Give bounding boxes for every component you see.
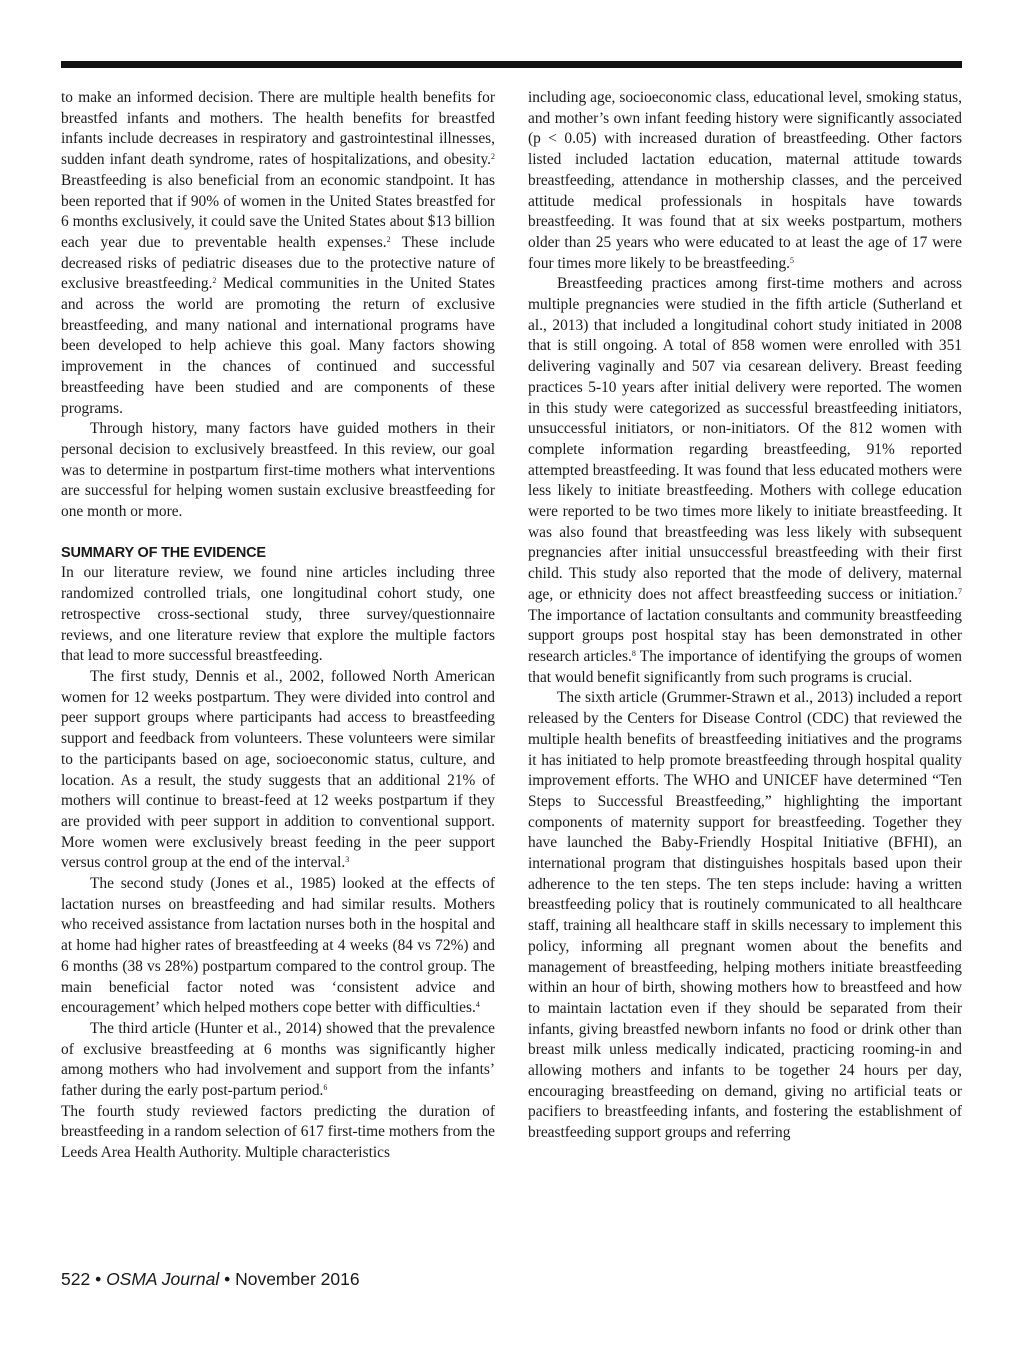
heading-text: SUMMARY OF THE EVIDENCE: [61, 544, 266, 561]
page-footer: [61, 1269, 360, 1290]
paragraph-fifth-article: [528, 274, 962, 688]
reference-2: 2: [491, 152, 495, 162]
right-column: [528, 88, 962, 1144]
top-rule: [61, 61, 962, 68]
text: Breastfeeding practices among first-time mothers and across multiple pregnancies were studied in the fifth article (Sutherland et al., 2013) that included a longitudinal cohort study initiated in 2008 that is still ongoing. A total of 858 women were enrolled with 351 delivering vaginally and 507 via cesarean delivery. Breast feeding practices 5-10 years after initial delivery were reported. The women in this study were categorized as successful breastfeeding initiators, unsuccessful initiators, or non-initiators. Of the 812 women with complete information regarding breastfeeding, 91% reported attempted breastfeeding. It was found that less educated mothers were less likely to initiate breastfeeding. Mothers with college education were reported to be two times more likely to initiate breastfeeding. It was also found that breastfeeding was less likely with subsequent pregnancies after initial unsuccessful breastfeeding with their first child. This study also reported that the mode of delivery, maternal age, or ethnicity does not affect breastfeeding success or initiation.: [528, 275, 962, 603]
reference-8: 8: [631, 648, 636, 658]
text: The second study (Jones et al., 1985) looked at the effects of lactation nurses on breastfeeding and had similar results. Mothers who received assistance from lactation nurses both in the hospital and at home had higher rates of breastfeeding at 4 weeks (84 vs 72%) and 6 months (38 vs 28%) postpartum compared to the control group. The main beneficial factor noted was ‘consistent advice and encouragement’ which helped mothers cope better with difficulties.: [61, 875, 495, 1017]
text: to make an informed decision. There are multiple health benefits for breastfed infants and mothers. The health benefits for breastfed infants include decreases in respiratory and gastrointestinal illnesses, sudden infant death syndrome, rates of hospitalizations, and obesity.: [61, 89, 495, 169]
paragraph-fourth-study: The fourth study reviewed factors predicting the duration of breastfeeding in a random selection of 617 first-time mothers from the Leeds Area Health Authority. Multiple characteristics: [61, 1102, 495, 1162]
text: The first study, Dennis et al., 2002, followed North American women for 12 weeks postpartum. They were divided into control and peer support groups where participants had access to breastfeeding support and feedback from volunteers. These volunteers were similar to the participants based on age, socioeconomic status, culture, and location. As a result, the study suggests that an additional 21% of mothers will continue to breast-feed at 12 weeks postpartum if they are provided with peer support in addition to conventional support. More women were exclusively breast feeding in the peer support versus control group at the end of the interval.: [61, 667, 495, 872]
text: The third article (Hunter et al., 2014) showed that the prevalence of exclusive breastfeeding at 6 months was significantly higher among mothers who had involvement and support from the infants’ father during the early post-partum period.: [61, 1019, 495, 1100]
footer-separator: •: [219, 1269, 236, 1289]
text: These include decreased risks of pediatric diseases due to the protective nature of exclusive breastfeeding.: [61, 233, 496, 293]
paragraph-sixth-article: The sixth article (Grummer-Strawn et al., 2013) included a report released by the Centers for Disease Control (CDC) that reviewed the multiple health benefits of breastfeeding initiatives and the programs it has initiated to help promote breastfeeding through hospital quality improvement efforts. The WHO and UNICEF have determined “Ten Steps to Successful Breastfeeding,” highlighting the important components of maternity support for breastfeeding. Together they have launched the Baby-Friendly Hospital Initiative (BFHI), an international program that distinguishes hospitals based upon their adherence to the ten steps. The ten steps include: having a written breastfeeding policy that is routinely communicated to all healthcare staff, training all healthcare staff in skills necessary to implement this policy, informing all pregnant women about the benefits and management of breastfeeding, helping mothers initiate breastfeeding within an hour of birth, showing mothers how to breastfeed and how to maintain lactation even if they should be separated from their infants, giving breastfed newborn infants no food or drink other than breast milk unless medically indicated, practicing rooming-in and allowing mothers and infants to be together 24 hours per day, encouraging breastfeeding on demand, giving no artificial teats or pacifiers to breastfeeding infants, and fostering the establishment of breastfeeding support groups and referring: [528, 689, 962, 1142]
text: The importance of identifying the groups of women that would benefit significantly from such programs is crucial.: [528, 647, 962, 686]
paragraph-second-study: [61, 874, 495, 1019]
page-number: 522: [61, 1269, 91, 1289]
journal-name: OSMA Journal: [106, 1269, 220, 1289]
text: The importance of lactation consultants and community breastfeeding support groups post hospital stay has been demonstrated in other research articles.: [528, 606, 962, 665]
text: including age, socioeconomic class, educational level, smoking status, and mother’s own infant feeding history were significantly associated (p < 0.05) with increased duration of breastfeeding. Other factors listed included lactation education, maternal attitude towards breastfeeding, attendance in mothership classes, and the perceived attitude medical professionals in hospitals have towards breastfeeding. It was found that at six weeks postpartum, mothers older than 25 years who were educated to at least the age of 17 were four times more likely to be breastfeeding.: [528, 89, 962, 272]
paragraph-fourth-study-continued: [528, 88, 962, 274]
paragraph-third-article: [61, 1019, 495, 1102]
reference-2: 2: [386, 234, 391, 244]
text: Medical communities in the United States and across the world are promoting the return of exclusive breastfeeding, and many national and international programs have been developed to help achieve this goal. Many factors showing improvement in the chances of continued and successful breastfeeding have been studied and are components of these programs.: [61, 275, 495, 417]
paragraph-intro-continued: [61, 88, 495, 419]
reference-4: 4: [475, 1000, 480, 1010]
left-column: [61, 88, 495, 1164]
reference-3: 3: [345, 855, 350, 865]
paragraph-review-goal: Through history, many factors have guided mothers in their personal decision to exclusively breastfeed. In this review, our goal was to determine in postpartum first-time mothers what interventions are successful for helping women sustain exclusive breastfeeding for one month or more.: [61, 420, 495, 521]
reference-7: 7: [958, 586, 962, 596]
reference-6: 6: [323, 1083, 328, 1093]
footer-separator: •: [90, 1269, 107, 1289]
issue-date: November 2016: [235, 1269, 360, 1289]
reference-2: 2: [212, 276, 217, 286]
paragraph-literature-review: In our literature review, we found nine articles including three randomized controlled trials, one longitudinal cohort study, one retrospective cross-sectional study, three survey/questionnaire reviews, and one literature review that explore the multiple factors that lead to more successful breastfeeding.: [61, 564, 495, 665]
paragraph-first-study: [61, 667, 495, 874]
section-heading-summary: [61, 543, 495, 564]
reference-5: 5: [790, 255, 794, 265]
text: Breastfeeding is also beneficial from an economic standpoint. It has been reported that if 90% of women in the United States breastfed for 6 months exclusively, it could save the United States about $13 billion each year due to preventable health expenses.: [61, 171, 495, 251]
